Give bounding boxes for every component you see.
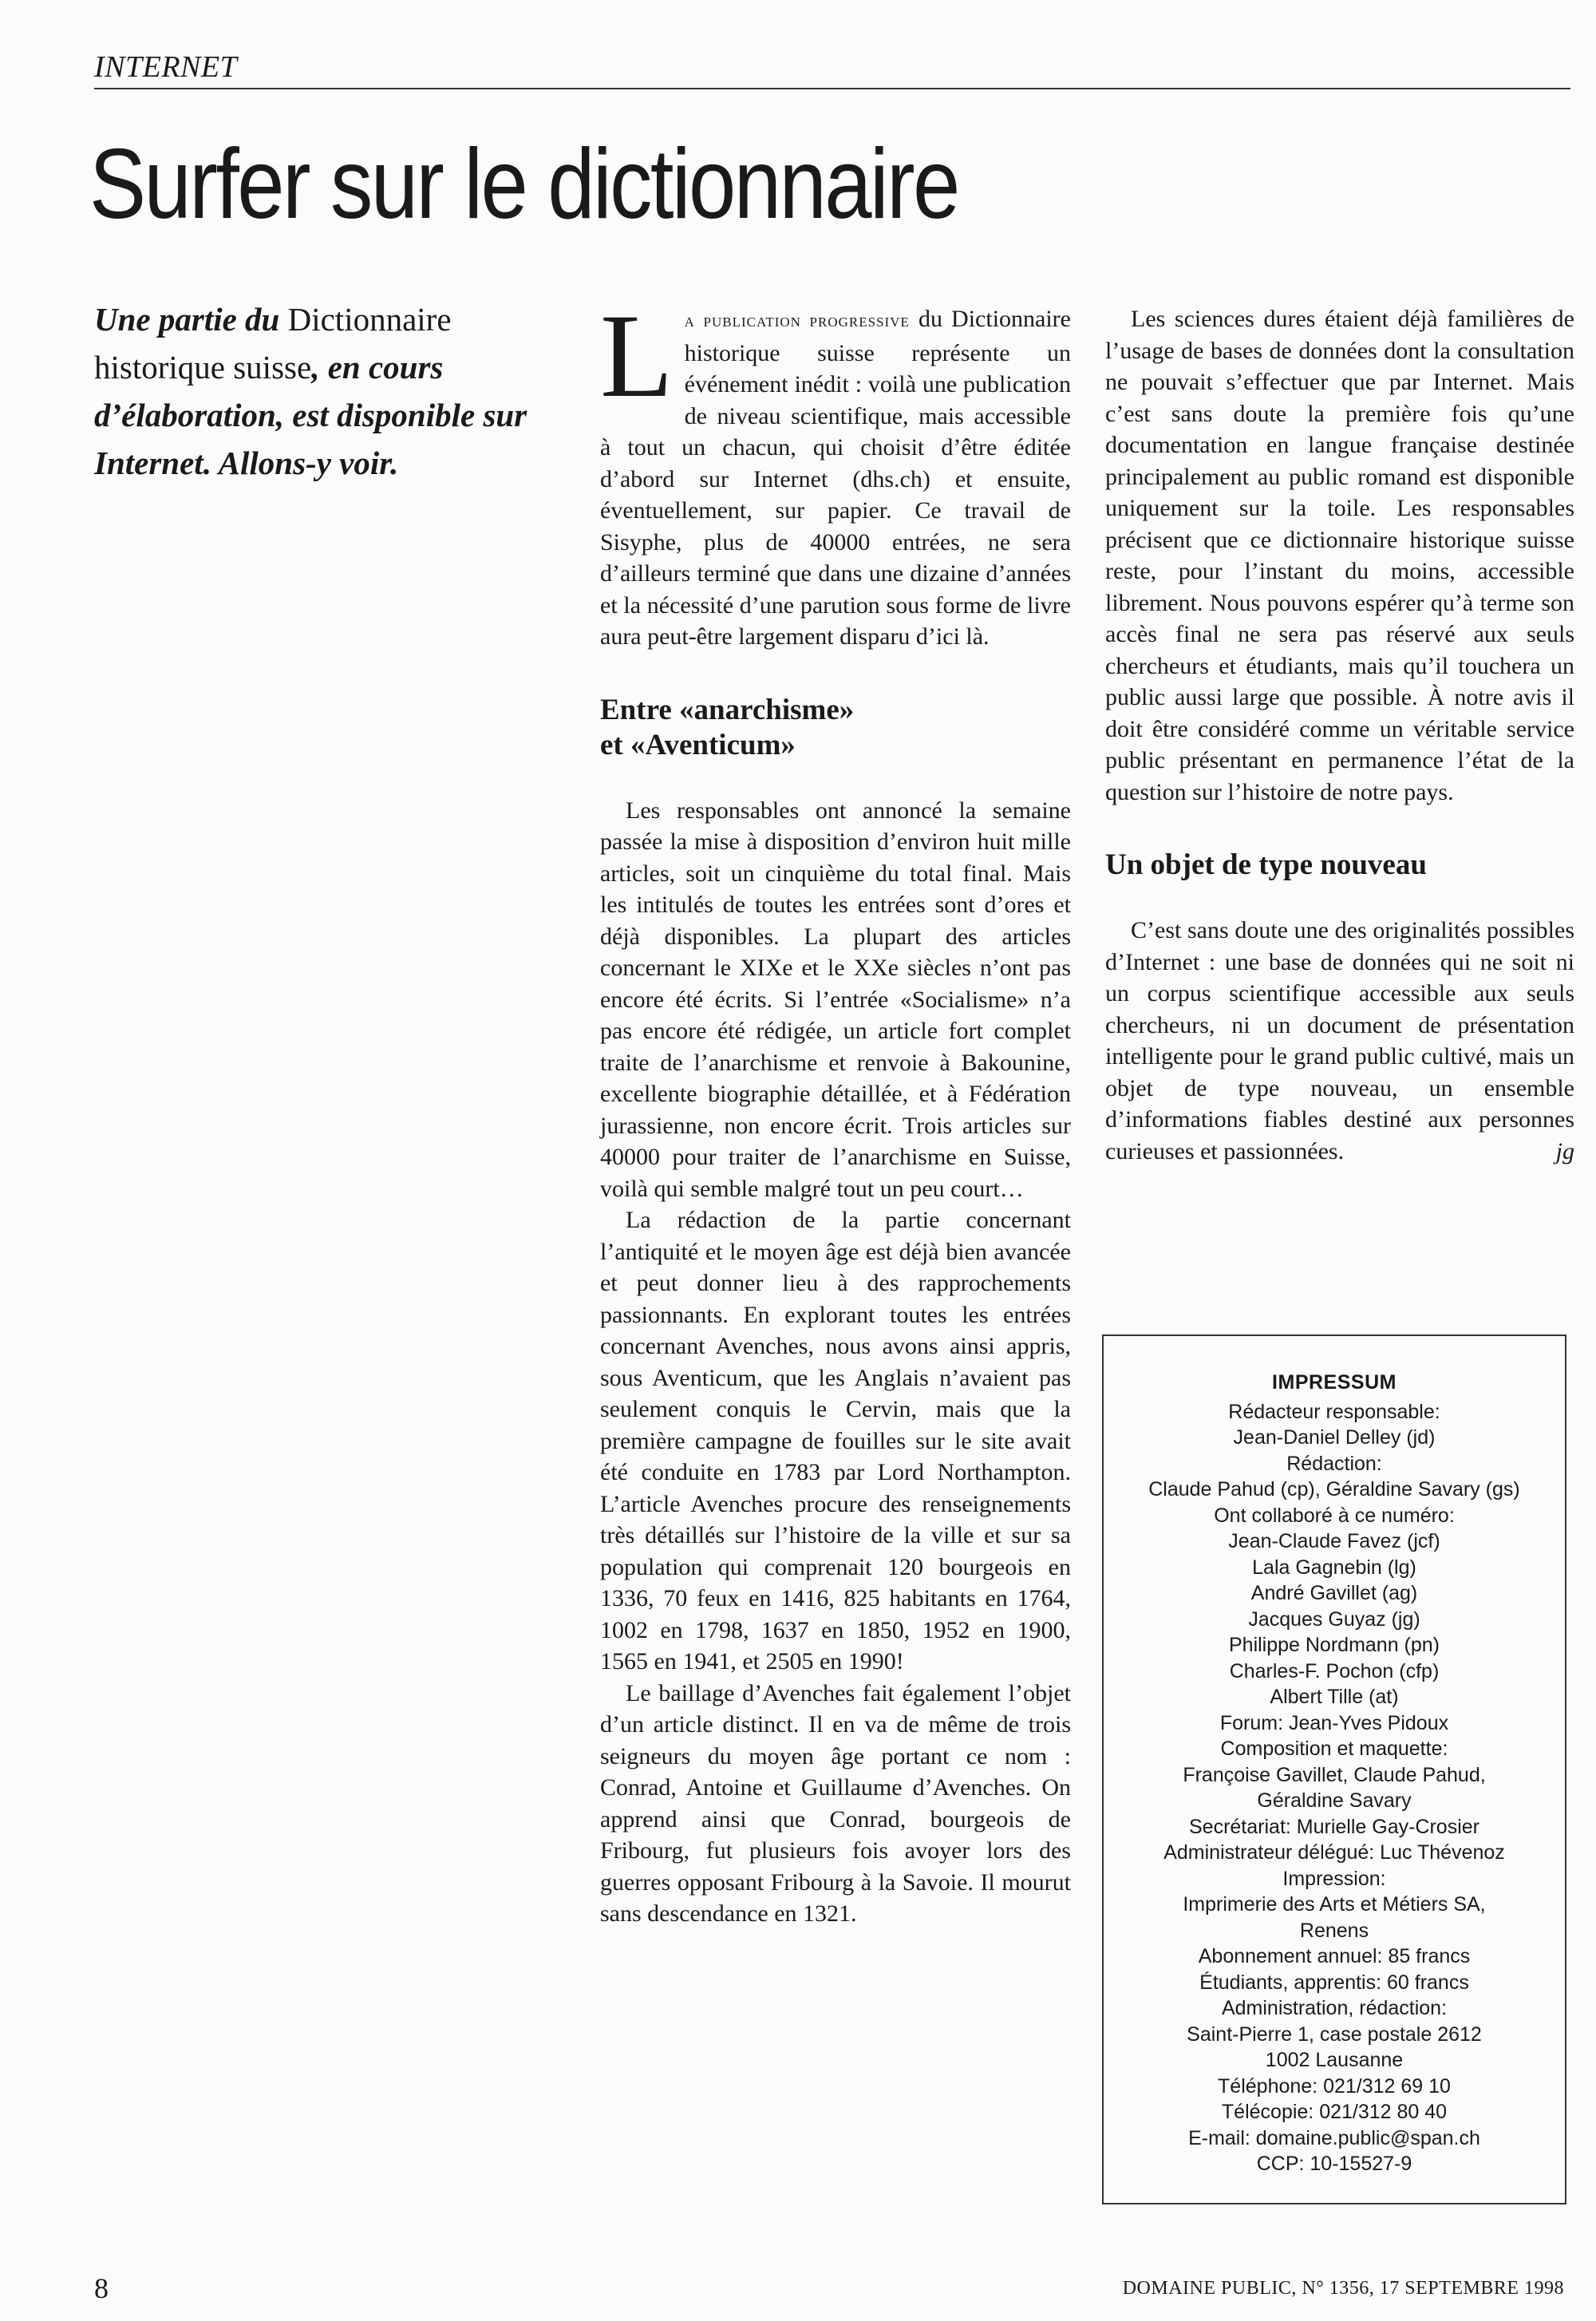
impressum-line: Abonnement annuel: 85 francs <box>1198 1945 1471 1967</box>
impressum-line: Jean-Claude Favez (jcf) <box>1228 1530 1440 1552</box>
page-number: 8 <box>94 2272 109 2304</box>
impressum-line: Charles-F. Pochon (cfp) <box>1229 1659 1440 1682</box>
impressum-line: Étudiants, apprentis: 60 francs <box>1199 1971 1469 1994</box>
impressum-line: Forum: Jean-Yves Pidoux <box>1219 1711 1449 1734</box>
footer-publication: DOMAINE PUBLIC, N° 1356, 17 SEPTEMBRE 1998 <box>1122 2278 1564 2299</box>
paragraph-3: La rédaction de la partie concernant l’antiquité et le moyen âge est déjà bien avancée et peut donner lieu à des rapprochements passionnants. En explorant toutes les entrées concernant Avenches, nous avons ainsi appris, sous Aventicum, que les Anglais n’avaient pas seulement conquis le Cervin, mais que la première campagne de fouilles sur le site avait été conduite en 1783 par Lord Northampton. L’article Avenches procure des renseignements très détaillés sur l’histoire de la ville et sur sa population qui comprenait 120 bourgeois en 1336, 70 feux en 1416, 825 habitants en 1764, 1002 en 1798, 1637 en 1850, 1952 en 1900, 1565 en 1941, et 2505 en 1990! <box>600 1207 1071 1675</box>
section-label: INTERNET <box>94 50 238 84</box>
lead-part-3: , en cours d’élaboration, est disponible sur Internet. Allons-y voir. <box>94 349 527 481</box>
impressum-line: Françoise Gavillet, Claude Pahud, <box>1183 1763 1486 1786</box>
impressum-line: Rédaction: <box>1286 1452 1382 1475</box>
impressum-line: 1002 Lausanne <box>1265 2049 1404 2071</box>
subhead-line-2: et «Aventicum» <box>600 728 796 761</box>
impressum-line: Administration, rédaction: <box>1221 1997 1448 2019</box>
article-column-2 <box>600 290 1071 1930</box>
impressum-line: Saint-Pierre 1, case postale 2612 <box>1187 2022 1482 2046</box>
impressum-line: Lala Gagnebin (lg) <box>1252 1556 1416 1579</box>
paragraph-6 <box>1105 915 1574 1167</box>
impressum-line: Albert Tille (at) <box>1270 1686 1399 1708</box>
subhead-line-1: Entre «anarchisme» <box>600 693 855 726</box>
dropcap: L <box>600 290 674 422</box>
top-rule <box>94 88 1570 89</box>
impressum-line: Géraldine Savary <box>1257 1789 1412 1812</box>
impressum-line: Jacques Guyaz (jg) <box>1248 1607 1420 1631</box>
paragraph-2: Les responsables ont annoncé la semaine passée la mise à disposition d’environ huit mille articles, soit un cinquième du total final. Mais les intitulés de toutes les entrées sont d’ores et déjà disponibles. La plupart des articles concernant le XIXe et le XXe siècles n’ont pas encore été écrits. Si l’entrée «Socialisme» n’a pas encore été rédigée, un article fort complet traite de l’anarchisme et renvoie à Bakounine, excellente biographie détaillée, et à Fédération jurassienne, non encore écrit. Trois articles sur 40000 pour traiter de l’anarchisme en Suisse, voilà qui semble malgré tout un peu court… <box>600 797 1071 1202</box>
lead-paragraph <box>94 295 573 487</box>
impressum-line: CCP: 10-15527-9 <box>1256 2153 1412 2175</box>
impressum-line: André Gavillet (ag) <box>1250 1582 1418 1604</box>
impressum-line: Renens <box>1299 1919 1369 1942</box>
impressum-line: Secrétariat: Murielle Gay-Crosier <box>1189 1815 1479 1838</box>
impressum-line: Impression: <box>1282 1867 1386 1890</box>
impressum-line: Philippe Nordmann (pn) <box>1228 1634 1440 1656</box>
impressum-line: Ont collaboré à ce numéro: <box>1214 1504 1455 1527</box>
article-column-3 <box>1105 303 1574 1167</box>
lead-dictionary-title: Dictionnaire historique suisse <box>94 301 452 386</box>
impressum-line: Télécopie: 021/312 80 40 <box>1221 2101 1448 2123</box>
impressum-line: E-mail: domaine.public@span.ch <box>1188 2126 1480 2149</box>
impressum-line: Rédacteur responsable: <box>1228 1400 1440 1423</box>
author-signature: jg <box>1555 1137 1574 1164</box>
paragraph-4: Le baillage d’Avenches fait également l’objet d’un article distinct. Il en va de même de trois seigneurs du moyen âge portant ce nom : Conrad, Antoine et Guillaume d’Avenches. On apprend ainsi que Conrad, bourgeois de Fribourg, fut plusieurs fois avoyer lors des guerres opposant Fribourg à la Savoie. Il mourut sans descendance en 1321. <box>600 1679 1071 1927</box>
intro-paragraph <box>600 290 1071 653</box>
subhead-objet-nouveau: Un objet de type nouveau <box>1105 848 1427 881</box>
impressum-line: Claude Pahud (cp), Géraldine Savary (gs) <box>1148 1478 1520 1501</box>
headline: Surfer sur le dictionnaire <box>89 129 958 239</box>
lead-part-1: Une partie du <box>94 301 288 338</box>
impressum-line: Téléphone: 021/312 69 10 <box>1218 2074 1451 2098</box>
intro-smallcaps: a publication progressive <box>684 310 910 331</box>
impressum-title: IMPRESSUM <box>1272 1371 1396 1394</box>
impressum-line: Composition et maquette: <box>1220 1738 1448 1760</box>
impressum-lines <box>1104 1399 1565 2177</box>
impressum-line: Administrateur délégué: Luc Thévenoz <box>1163 1841 1505 1864</box>
subhead-anarchisme <box>600 693 1071 763</box>
paragraph-5: Les sciences dures étaient déjà familières de l’usage de bases de données dont la consultation ne pouvait s’effectuer que par Internet. Mais c’est sans doute la première fois qu’une documentation en langue française destinée principalement au public romand est disponible uniquement sur la toile. Les responsables précisent que ce dictionnaire historique suisse reste, pour l’instant du moins, accessible librement. Nous pouvons espérer qu’à terme son accès final ne sera pas réservé aux seuls chercheurs et étudiants, mais qu’il touchera un public aussi large que possible. À notre avis il doit être considéré comme un véritable service public présentant en permanence l’état de la question sur l’histoire de notre pays. <box>1105 306 1574 805</box>
paragraph-6-text: C’est sans doute une des originalités possibles d’Internet : une base de données qui ne soit ni un corpus scientifique accessible aux seuls chercheurs, ni un document de présentation intelligente pour le grand public cultivé, mais un objet de type nouveau, un ensemble d’informations fiables destiné aux personnes curieuses et passionnées. <box>1105 917 1574 1164</box>
impressum-line: Imprimerie des Arts et Métiers SA, <box>1183 1893 1486 1916</box>
impressum-box <box>1102 1334 1566 2204</box>
intro-text: du Dictionnaire historique suisse représente un événement inédit : voilà une publication de niveau scientifique, mais accessible à tout un chacun, qui choisit d’être éditée d’abord sur Internet (dhs.ch) et ensuite, éventuellement, sur papier. Ce travail de Sisyphe, plus de 40000 entrées, ne sera d’ailleurs terminé que dans une dizaine d’années et la nécessité d’une parution sous forme de livre aura peut-être largement disparu d’ici là. <box>600 306 1071 650</box>
impressum-line: Jean-Daniel Delley (jd) <box>1233 1426 1436 1449</box>
